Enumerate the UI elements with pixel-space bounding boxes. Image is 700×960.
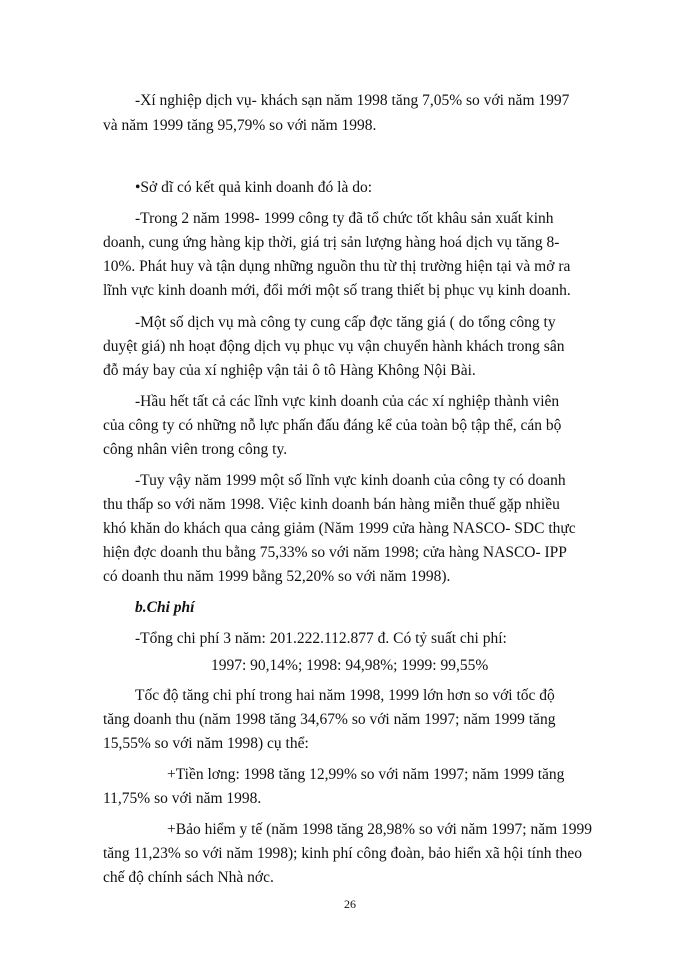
text-line: chế độ chính sách Nhà nớc. [103,869,274,886]
text-line: lĩnh vực kinh doanh mới, đổi mới một số trang thiết bị phục vụ kinh doanh. [103,282,571,299]
text-line: thu thấp so với năm 1998. Việc kinh doanh bán hàng miễn thuế gặp nhiều [103,496,560,513]
text-line: tăng 11,23% so với năm 1998); kinh phí công đoàn, bảo hiển xã hội tính theo [103,845,583,862]
text-line: -Tổng chi phí 3 năm: 201.222.112.877 đ. Có tỷ suất chi phí: [135,630,507,647]
text-line: 10%. Phát huy và tận dụng những nguồn thu từ thị trường hiện tại và mở ra [103,258,571,275]
text-line: -Một số dịch vụ mà công ty cung cấp đợc tăng giá ( do tổng công ty [135,314,556,331]
text-line: 15,55% so với năm 1998) cụ thể: [103,735,309,752]
text-line: 1997: 90,14%; 1998: 94,98%; 1999: 99,55% [211,657,489,674]
text-line: có doanh thu năm 1999 bằng 52,20% so với năm 1998). [103,568,451,585]
text-line: -Xí nghiệp dịch vụ- khách sạn năm 1998 tăng 7,05% so với năm 1997 [135,92,570,109]
page-number: 26 [344,897,356,911]
text-line: -Hầu hết tất cả các lĩnh vực kinh doanh của các xí nghiệp thành viên [135,393,560,410]
section-heading: b.Chi phí [135,599,195,616]
text-line: +Tiền lơng: 1998 tăng 12,99% so với năm 1997; năm 1999 tăng [167,766,565,783]
text-line: -Tuy vậy năm 1999 một số lĩnh vực kinh doanh của công ty có doanh [135,472,566,489]
text-line: -Trong 2 năm 1998- 1999 công ty đã tổ chức tốt khâu sản xuất kinh [135,210,554,227]
text-line: +Bảo hiểm y tế (năm 1998 tăng 28,98% so với năm 1997; năm 1999 [167,821,593,838]
text-line: duyệt giá) nh hoạt động dịch vụ phục vụ vận chuyển hành khách trong sân [103,338,565,355]
text-line: đỗ máy bay của xí nghiệp vận tải ô tô Hàng Không Nội Bài. [103,362,476,379]
text-line: khó khăn do khách qua cảng giảm (Năm 1999 cửa hàng NASCO- SDC thực [103,520,576,537]
text-line: tăng doanh thu (năm 1998 tăng 34,67% so với năm 1997; năm 1999 tăng [103,711,556,728]
text-line: doanh, cung ứng hàng kịp thời, giá trị sản lượng hàng hoá dịch vụ tăng 8- [103,234,560,251]
text-line: Tốc độ tăng chi phí trong hai năm 1998, 1999 lớn hơn so với tốc độ [135,687,555,704]
text-line: công nhân viên trong công ty. [103,441,288,458]
text-line: 11,75% so với năm 1998. [103,790,262,807]
text-line: và năm 1999 tăng 95,79% so với năm 1998. [103,117,377,134]
text-line: của công ty có những nỗ lực phấn đấu đáng kể của toàn bộ tập thể, cán bộ [103,417,562,434]
text-line: hiện đợc doanh thu bằng 75,33% so với năm 1998; cửa hàng NASCO- IPP [103,544,567,561]
text-line: •Sở dĩ có kết quả kinh doanh đó là do: [135,179,373,196]
